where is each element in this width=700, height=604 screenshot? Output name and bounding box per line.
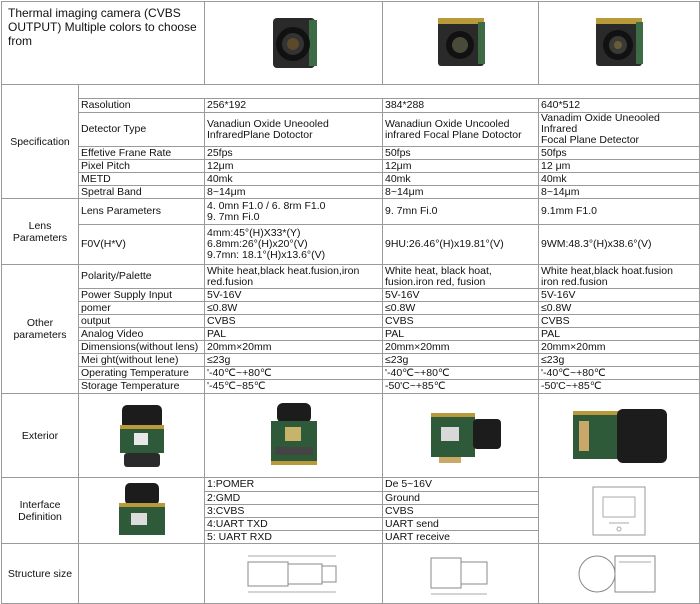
spec-value: 40mk <box>205 173 383 186</box>
lens-value: 9.1mm F1.0 <box>539 199 700 225</box>
page-title: Thermal imaging camera (CVBS OUTPUT) Multiple colors to choose from <box>2 2 205 85</box>
spec-label: Pixel Pitch <box>79 160 205 173</box>
spec-label: METD <box>79 173 205 186</box>
other-value: PAL <box>205 328 383 341</box>
lens-label: F0V(H*V) <box>79 225 205 265</box>
other-value: 20mm×20mm <box>205 341 383 354</box>
other-value: CVBS <box>383 315 539 328</box>
pin-label: 3:CVBS <box>205 505 383 518</box>
other-value: '-40℃~+80℃ <box>539 367 700 380</box>
camera-connector-photo-icon <box>111 479 173 543</box>
other-label: Mei ght(without lene) <box>79 354 205 367</box>
other-value: ≤0.8W <box>205 302 383 315</box>
exterior-image-4 <box>539 394 700 478</box>
spec-value: 12 μm <box>539 160 700 173</box>
lens-value: 4mm:45°(H)X33*(Y) 6.8mm:26°(H)x20°(V) 9.7mn: 18.1°(H)x13.6°(V) <box>205 225 383 265</box>
lens-value: 4. 0mn F1.0 / 6. 8rm F1.0 9. 7mn Fi.0 <box>205 199 383 225</box>
lens-value: 9. 7mn Fi.0 <box>383 199 539 225</box>
camera-image-256 <box>205 2 383 85</box>
pin-label: 5: UART RXD <box>205 531 383 544</box>
lens-value: 9WM:48.3°(H)x38.6°(V) <box>539 225 700 265</box>
exterior-image-2 <box>205 394 383 478</box>
interface-image-2 <box>539 478 700 544</box>
spec-value: 50fps <box>383 147 539 160</box>
structure-blank <box>79 544 205 604</box>
other-value: ≤0.8W <box>539 302 700 315</box>
other-value: CVBS <box>539 315 700 328</box>
structure-drawing-2 <box>383 544 539 604</box>
other-value: CVBS <box>205 315 383 328</box>
other-label: Analog Video <box>79 328 205 341</box>
other-value: '-40℃~+80℃ <box>383 367 539 380</box>
camera-image-384 <box>383 2 539 85</box>
spec-table <box>1 1 700 604</box>
spacer-row <box>79 85 700 99</box>
other-label: output <box>79 315 205 328</box>
structure-drawing-3 <box>539 544 700 604</box>
section-exterior: Exterior <box>2 394 79 478</box>
camera-back-photo-icon <box>259 399 329 473</box>
section-specification: Specification <box>2 85 79 199</box>
section-structure: Structure size <box>2 544 79 604</box>
spec-value: 12μm <box>205 160 383 173</box>
other-value: -50'C~+85℃ <box>383 380 539 394</box>
spec-value: 640*512 <box>539 99 700 113</box>
other-value: 5V-16V <box>539 289 700 302</box>
spec-value: Vanadim Oxide Uneooled Infrared Focal Plane Detector <box>539 113 700 147</box>
other-value: 20mm×20mm <box>539 341 700 354</box>
camera-photo-icon <box>430 12 492 74</box>
section-interface: Interface Definition <box>2 478 79 544</box>
camera-photo-icon <box>263 12 325 74</box>
spec-value: 8~14μm <box>539 186 700 199</box>
other-value: 20mm×20mm <box>383 341 539 354</box>
spec-value: 40mk <box>539 173 700 186</box>
other-value: PAL <box>383 328 539 341</box>
pin-desc: UART send <box>383 518 539 531</box>
spec-value: Wanadiun Oxide Uncooled infrared Focal Plane Dotoctor <box>383 113 539 147</box>
dimension-drawing-icon <box>411 548 511 600</box>
connector-drawing-icon <box>579 479 659 543</box>
other-label: Operating Temperature <box>79 367 205 380</box>
pin-desc: Ground <box>383 492 539 505</box>
other-label: Storage Temperature <box>79 380 205 394</box>
camera-module-photo-icon <box>112 399 172 473</box>
section-lens: Lens Parameters <box>2 199 79 265</box>
other-value: '-45℃~85℃ <box>205 380 383 394</box>
other-value: 5V-16V <box>205 289 383 302</box>
spec-value: 8~14μm <box>383 186 539 199</box>
pin-label: 1:POMER <box>205 478 383 492</box>
camera-photo-icon <box>588 12 650 74</box>
spec-value: 25fps <box>205 147 383 160</box>
spec-label: Rasolution <box>79 99 205 113</box>
other-label: Polarity/Palette <box>79 265 205 289</box>
other-value: ≤23g <box>539 354 700 367</box>
dimension-drawing-icon <box>234 548 354 600</box>
pin-label: 2:GMD <box>205 492 383 505</box>
spec-label: Spetral Band <box>79 186 205 199</box>
other-value: 5V-16V <box>383 289 539 302</box>
pin-desc: UART receive <box>383 531 539 544</box>
section-other: Other parameters <box>2 265 79 394</box>
exterior-image-1 <box>79 394 205 478</box>
spec-value: 8~14μm <box>205 186 383 199</box>
other-value: -50'C~+85℃ <box>539 380 700 394</box>
structure-drawing-1 <box>205 544 383 604</box>
other-value: '-40℃~+80℃ <box>205 367 383 380</box>
other-label: Dimensions(without lens) <box>79 341 205 354</box>
other-value: White heat, black hoat, fusion.iron red, fusion <box>383 265 539 289</box>
spec-label: Effetive Frane Rate <box>79 147 205 160</box>
interface-image-1 <box>79 478 205 544</box>
pin-desc: De 5~16V <box>383 478 539 492</box>
other-value: ≤23g <box>205 354 383 367</box>
exterior-image-3 <box>383 394 539 478</box>
other-label: Power Supply Input <box>79 289 205 302</box>
pin-label: 4:UART TXD <box>205 518 383 531</box>
other-value: PAL <box>539 328 700 341</box>
other-value: White heat,black hoat.fusion iron red.fusion <box>539 265 700 289</box>
lens-value: 9HU:26.46°(H)x19.81°(V) <box>383 225 539 265</box>
spec-value: Vanadiun Oxide Uneooled InfraredPlane Dotoctor <box>205 113 383 147</box>
camera-lens-photo-icon <box>559 399 679 473</box>
lens-label: Lens Parameters <box>79 199 205 225</box>
dimension-drawing-icon <box>559 548 679 600</box>
spec-label: Detector Type <box>79 113 205 147</box>
other-value: ≤0.8W <box>383 302 539 315</box>
other-value: ≤23g <box>383 354 539 367</box>
other-label: pomer <box>79 302 205 315</box>
spec-value: 384*288 <box>383 99 539 113</box>
other-value: White heat,black heat.fusion,iron red.fusion <box>205 265 383 289</box>
pin-desc: CVBS <box>383 505 539 518</box>
spec-value: 12μm <box>383 160 539 173</box>
spec-value: 50fps <box>539 147 700 160</box>
camera-image-640 <box>539 2 700 85</box>
spec-value: 256*192 <box>205 99 383 113</box>
camera-side-photo-icon <box>411 399 511 473</box>
spec-value: 40mk <box>383 173 539 186</box>
